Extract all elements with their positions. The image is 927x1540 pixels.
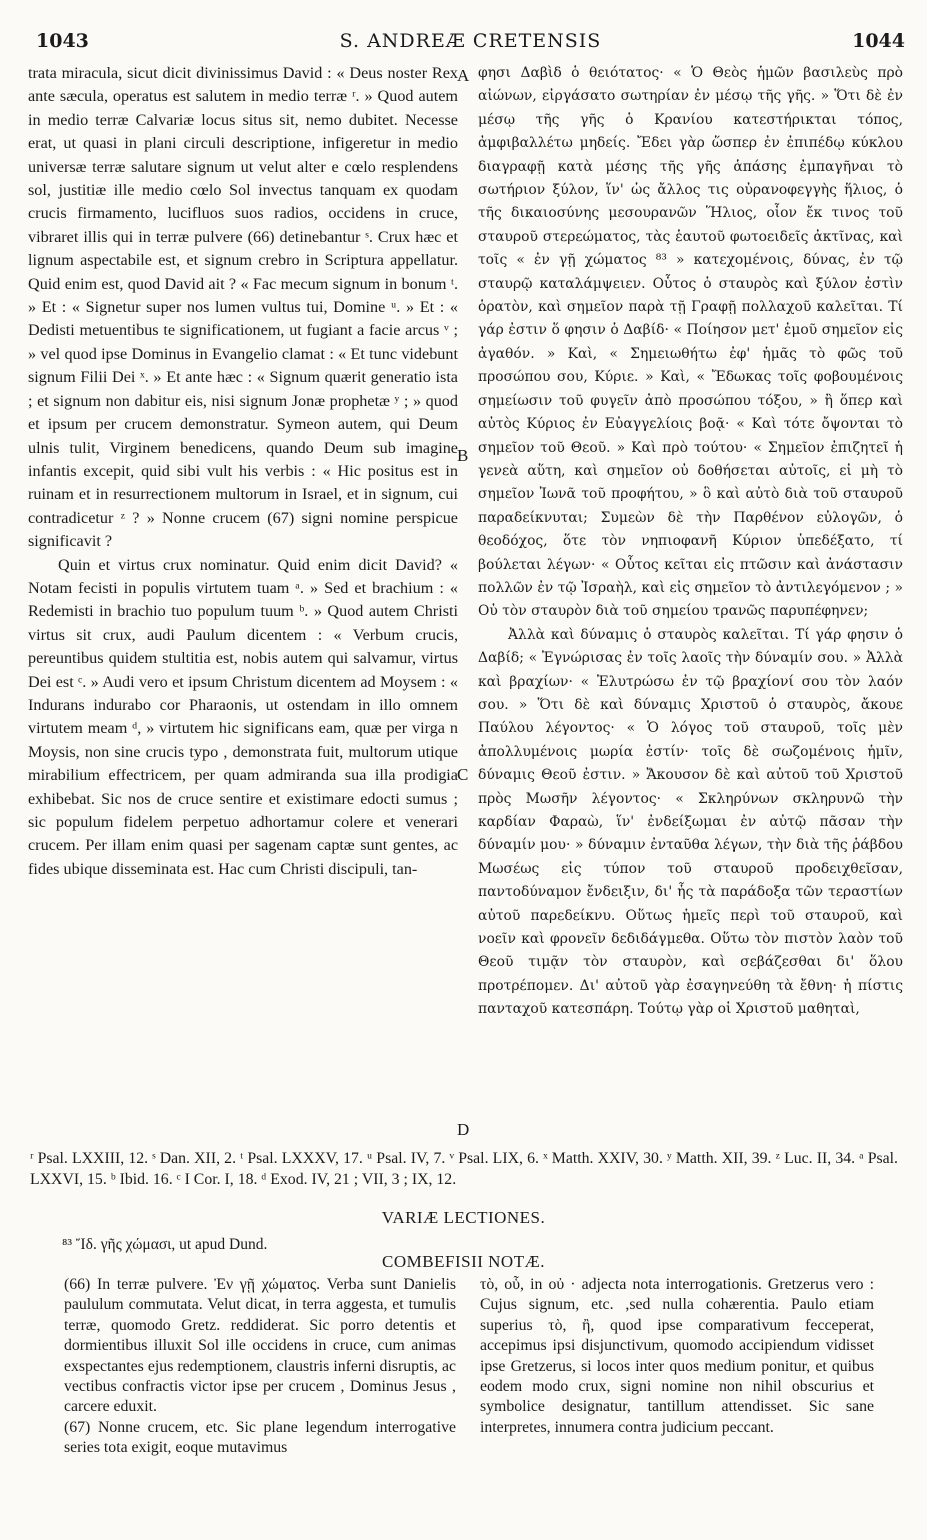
- variae-lectiones-heading: VARIÆ LECTIONES.: [381, 1208, 546, 1227]
- notes-right-column: [480, 1275, 874, 1438]
- page-number-left: 1043: [36, 30, 89, 52]
- note-paragraph: τὸ, οὗ, in οὐ · adjecta nota interrogationis. Gretzerus vero : Cujus signum, etc. ,sed nulla cohærentia. Paulo etiam superius τὸ, ἢ, quod ipse comparativum fecceperat, accepimus ipsi disjunctivum, quomodo accipiendum vidisset ipse Gretzerus, si locos inter quos medium ponitur, et quibus eodem modo crux, signi nomine non nihil obscurius et symbolice designatur, tantillum attendisset. Sic sane interpretes, innumera contra judicium peccant.: [480, 1276, 874, 1436]
- combefisii-notae-heading: COMBEFISII NOTÆ.: [382, 1252, 545, 1271]
- notes-left-column: [64, 1275, 456, 1459]
- variae-lectiones-text: ⁸³ Ἴδ. γῆς χώμασι, ut apud Dund.: [62, 1236, 268, 1253]
- margin-marker-d: D: [457, 1120, 470, 1139]
- latin-paragraph: Quin et virtus crux nominatur. Quid enim dicit David? « Notam fecisti in populis virtutem tuam ᵃ. » Sed et brachium : « Redemisti in brachio tuo populum tuum ᵇ. » Quod autem Christi virtus sit crux, audi Paulum dicentem : « Verbum crucis, pereuntibus quidem stultitia est, nobis autem qui salvamur, virtus Dei est ᶜ. » Audi vero et ipsum Christum dicentem ad Moysem : « Indurans indurabo cor Pharaonis, ut ostendam in illo omnem virtutem meam ᵈ, » virtutem hic significans eam, quæ per virga n Moysis, non sine crucis typo , demonstrata fuit, multorum utique mirabilium effectricem, per quam admiranda sua illa prodigia exhibebat. Sic nos de cruce sentire et existimare edocti sumus ; sic populum fidelem perpetuo adhortamur colere et venerari crucem. Per illam enim quasi per sagenam captæ sunt gentes, ac fides ubique disseminata est. Hac cum Christi discipuli, tan-: [28, 555, 458, 878]
- margin-marker-a: A: [457, 66, 470, 85]
- page-header: [36, 30, 905, 56]
- greek-paragraph: φησι Δαβὶδ ὁ θειότατος· « Ὁ Θεὸς ἡμῶν βασιλεὺς πρὸ αἰώνων, εἰργάσατο σωτηρίαν ἐν μέσῳ τῆς γῆς. » Ὅτι δὲ ἐν μέσῳ τῆς γῆς ὁ Κρανίου κατεστήρικται τόπος, ἀμφιβαλλέτω μηδείς. Ἔδει γὰρ ὥσπερ ἐν ἐπιπέδῳ κύκλου διαγραφῇ κατὰ μέσης τῆς γῆς ἁπάσης ἐμπαγῆναι τὸ σωτήριον ξύλον, ἵν' ὡς ἄλλος τις οὐρανοφεγγὴς ἥλιος, ὁ τῆς δικαιοσύνης μεσουρανῶν Ἥλιος, οἷον ἔκ τινος τοῦ σταυροῦ στερεώματος, τὰς ἑαυτοῦ φωτοειδεῖς ἀκτῖνας, καὶ τοῖς « ἐν γῇ χώματος ⁸³ » κατεχομένοις, δύνας, ἐν τῷ σταυρῷ καταλάμψειεν. Οὗτος ὁ σταυρὸς καὶ ξύλον ἐστὶν ὁρατὸν, καὶ σημεῖον παρὰ τῇ Γραφῇ πολλαχοῦ καλεῖται. Τί γάρ ἐστιν ὅ φησιν ὁ Δαβίδ· « Ποίησον μετ' ἐμοῦ σημεῖον εἰς ἀγαθόν. » Καὶ, « Σημειωθήτω ἐφ' ἡμᾶς τὸ φῶς τοῦ προσώπου σου, Κύριε. » Καὶ, « Ἔδωκας τοῖς φοβουμένοις σημείωσιν τοῦ φυγεῖν ἀπὸ προσώπου τόξου, » ἢ ὅπερ καὶ αὐτὸς Κύριος ἐν Εὐαγγελίοις βοᾷ· « Καὶ τότε ὄψονται τὸ σημεῖον τοῦ Θεοῦ. » Καὶ πρὸ τούτου· « Σημεῖον ἐπιζητεῖ ἡ γενεὰ αὕτη, καὶ σημεῖον οὐ δοθήσεται αὐτοῖς, εἰ μὴ τὸ σημεῖον Ἰωνᾶ τοῦ προφήτου, » ὃ καὶ αὐτὸ διὰ τοῦ σταυροῦ παραδείκνυται; Συμεὼν δὲ τὴν Παρθένον εὐλογῶν, ὁ θεοδόχος, ὅτε τὸν νηπιοφανῆ Κύριον ὑπεδέξατο, τί βούλεται λέγων· « Οὗτος κεῖται εἰς πτῶσιν καὶ ἀνάστασιν πολλῶν ἐν τῷ Ἰσραὴλ, καὶ εἰς σημεῖον τὸ ἀντιλεγόμενον ; » Οὐ τὸν σταυρὸν διὰ τοῦ σημείου τρανῶς παρυπέφηνεν;: [478, 65, 903, 620]
- scripture-footnotes: ʳ Psal. LXXIII, 12. ˢ Dan. XII, 2. ᵗ Psal. LXXXV, 17. ᵘ Psal. IV, 7. ᵛ Psal. LIX, 6. ˣ Matth. XXIV, 30. ʸ Matth. XII, 39. ᶻ Luc. II, 34. ᵃ Psal. LXXVI, 15. ᵇ Ibid. 16. ᶜ I Cor. I, 18. ᵈ Exod. IV, 21 ; VII, 3 ; IX, 12.: [30, 1150, 898, 1188]
- running-title: S. ANDREÆ CRETENSIS: [339, 30, 602, 52]
- greek-column: [478, 62, 903, 1148]
- note-paragraph: (67) Nonne crucem, etc. Sic plane legendum interrogative series tota exigit, eoque mutavimus: [64, 1418, 456, 1457]
- note-paragraph: (66) In terræ pulvere. Ἐν γῇ χώματος. Verba sunt Danielis paululum commutata. Velut dicat, in terra aggesta, et tumulis terræ, quomodo Gretz. reddiderat. Sic porro detentis et dormientibus illuxit Sol ille occidens in cruce, cum animas exspectantes ejus redemptionem, claustris inferni disruptis, ac vectibus confractis victor ipse per crucem , Dominus Jesus , carcere eduxit.: [64, 1276, 456, 1416]
- page-number-right: 1044: [852, 30, 905, 52]
- latin-paragraph: trata miracula, sicut dicit divinissimus David : « Deus noster Rex ante sæcula, operatus est salutem in medio terræ ʳ. » Quod autem in medio terræ Calvariæ locus situs sit, nemo dubitet. Necesse erat, ut quasi in plani circuli descriptione, infigeretur in medio universæ terræ salutare signum ut velut alter e cœlo resplendens sol, justitiæ ille medio cœlo Sol invectus tanquam ex quodam crucis firmamento, lucifluos suos radios, occidens in cruce, vibraret illis qui in terræ pulvere (66) detinebantur ˢ. Crux hæc et lignum aspectabile est, et signum crebro in Scriptura appellatur. Quid enim est, quod David ait ? « Fac mecum signum in bonum ᵗ. » Et : « Signetur super nos lumen vultus tui, Domine ᵘ. » Et : « Dedisti metuentibus te significationem, ut fugiant a facie arcus ᵛ ; » vel quod ipse Dominus in Evangelio clamat : « Et tunc videbunt signum Filii Dei ˣ. » Et ante hæc : « Signum quærit generatio ista ; et signum non dabitur eis, nisi signum Jonæ prophetæ ʸ ; » quod et ipsum per crucem demonstratur. Symeon autem, qui Deum ulnis tulit, Virginem benedicens, quando Deum sub imagine infantis excepit, quid sibi vult his verbis : « Hic positus est in ruinam et in resurrectionem multorum in Israel, et in signum, cui contradicetur ᶻ ? » Nonne crucem (67) signi nomine perspicue significavit ?: [28, 64, 458, 551]
- margin-marker-c: C: [457, 765, 469, 784]
- latin-column: [28, 62, 458, 1148]
- greek-paragraph: Ἀλλὰ καὶ δύναμις ὁ σταυρὸς καλεῖται. Τί γάρ φησιν ὁ Δαβίδ; « Ἐγνώρισας ἐν τοῖς λαοῖς τὴν δύναμίν σου. » Ἀλλὰ καὶ βραχίων· « Ἐλυτρώσω ἐν τῷ βραχίονί σου τὸν λαόν σου. » Ὅτι δὲ καὶ δύναμις Χριστοῦ ὁ σταυρὸς, ἄκουε Παύλου λέγοντος· « Ὁ λόγος τοῦ σταυροῦ, τοῖς μὲν ἀπολλυμένοις μωρία ἐστίν· τοῖς δὲ σωζομένοις ἡμῖν, δύναμις Θεοῦ ἐστιν. » Ἄκουσον δὲ καὶ αὐτοῦ τοῦ Χριστοῦ πρὸς Μωσῆν λέγοντος· « Σκληρύνων σκληρυνῶ τὴν καρδίαν Φαραὼ, ἵν' ἐνδείξωμαι ἐν αὐτῷ πᾶσαν τὴν δύναμίν μου· » δύναμιν ἐνταῦθα λέγων, τὴν διὰ τῆς ῥάβδου Μωσέως εἰς τύπον τοῦ σταυροῦ προδειχθεῖσαν, παντοδύναμον ἔνδειξιν, δι' ἧς τὰ παράδοξα τῶν τεραστίων αὐτοῦ παρεδείκνυ. Οὕτως ἡμεῖς περὶ τοῦ σταυροῦ, καὶ νοεῖν καὶ φρονεῖν δεδιδάγμεθα. Οὕτω τὸν πιστὸν λαὸν τοῦ Θεοῦ τιμᾷν τὸν σταυρὸν, καὶ σεβάζεσθαι δι' ὅλου προτρέπομεν. Δι' αὐτοῦ γὰρ ἐσαγηνεύθη τὰ ἔθνη· ἡ πίστις πανταχοῦ κατεσπάρη. Τούτῳ γὰρ οἱ Χριστοῦ μαθηταὶ,: [478, 626, 903, 1018]
- margin-marker-b: B: [457, 446, 469, 465]
